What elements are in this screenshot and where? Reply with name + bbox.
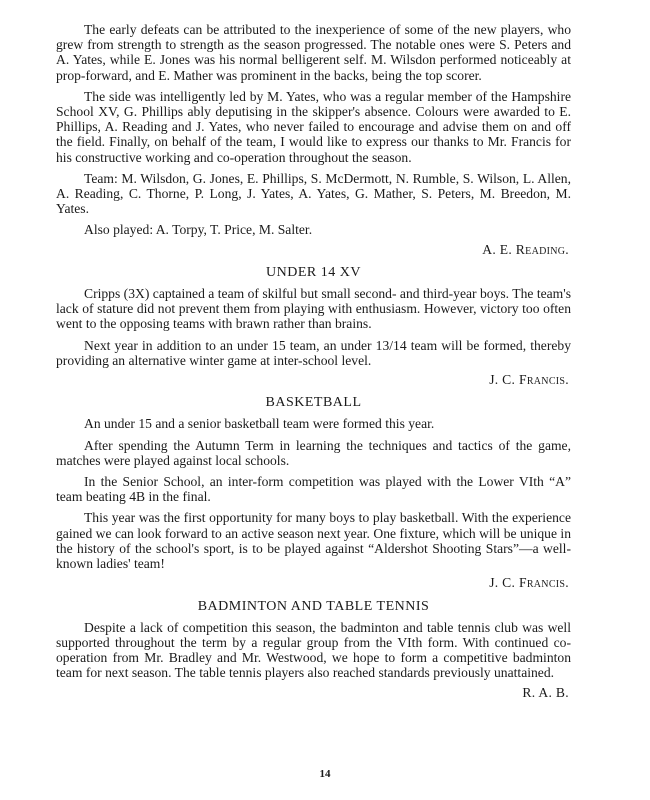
- heading-badminton: BADMINTON AND TABLE TENNIS: [197, 598, 430, 614]
- signature-basketball: [56, 575, 571, 590]
- signature-surname: Reading.: [515, 241, 569, 257]
- heading-under-14: UNDER 14 XV: [266, 264, 361, 280]
- signature-initials: J. C.: [489, 372, 516, 388]
- signature-badminton: R. A. B.: [522, 684, 569, 700]
- signature-intro: [56, 242, 571, 257]
- intro-paragraph-2: The side was intelligently led by M. Yates, who was a regular member of the Hampshire School XV, G. Phillips ably deputising in the skipper's absence. Colours were awarded to E. Phillips, A. Reading and J. Yates, who never failed to encourage and advise them on and off the field. Finally, on behalf of the team, I would like to express our thanks to Mr. Francis for his constructive working and co-operation throughout the season.: [56, 88, 571, 165]
- signature-surname: Francis.: [518, 575, 569, 591]
- basketball-paragraph-2: After spending the Autumn Term in learning the techniques and tactics of the game, matches were played against local schools.: [56, 437, 571, 468]
- signature-initials: A. E.: [482, 241, 513, 257]
- basketball-paragraph-1: An under 15 and a senior basketball team were formed this year.: [84, 416, 435, 432]
- basketball-paragraph-4: This year was the first opportunity for many boys to play basketball. With the experience gained we can look forward to an active season next year. One fixture, which will be unique in the history of the school's sport, is to be played against “Aldershot Shooting Stars”—a well-known ladies' team!: [56, 510, 571, 572]
- under14-paragraph-1: Cripps (3X) captained a team of skilful but small second- and third-year boys. The team's lack of stature did not prevent them from playing with enthusiasm. However, victory too often went to the opposing teams with brawn rather than brains.: [56, 286, 571, 332]
- badminton-paragraph-1: Despite a lack of competition this season, the badminton and table tennis club was well supported throughout the term by a regular group from the VIth form. With continued co-operation from Mr. Bradley and Mr. Westwood, we hope to form a competitive badminton team for next season. The table tennis players also reached standards previously unattained.: [56, 619, 571, 681]
- signature-initials: J. C.: [489, 575, 516, 591]
- page-content: [56, 22, 571, 700]
- intro-paragraph-1: The early defeats can be attributed to the inexperience of some of the new players, who grew from strength to strength as the season progressed. The notable ones were S. Peters and A. Yates, while E. Jones was his normal belligerent self. M. Wilsdon performed noticeably at prop-forward, and E. Mather was prominent in the backs, being the top scorer.: [56, 22, 571, 83]
- signature-under14: [56, 372, 571, 387]
- under14-paragraph-2: Next year in addition to an under 15 team, an under 13/14 team will be formed, thereby providing an alternative winter game at inter-school level.: [56, 337, 571, 368]
- team-list: Team: M. Wilsdon, G. Jones, E. Phillips, S. McDermott, N. Rumble, S. Wilson, L. Allen, A. Reading, C. Thorne, P. Long, J. Yates, A. Yates, G. Mather, S. Peters, M. Breedon, M. Yates.: [56, 170, 571, 217]
- heading-basketball: BASKETBALL: [265, 395, 362, 411]
- also-played: Also played: A. Torpy, T. Price, M. Salter.: [84, 222, 313, 238]
- signature-surname: Francis.: [518, 372, 569, 388]
- basketball-paragraph-3: In the Senior School, an inter-form competition was played with the Lower VIth “A” team beating 4B in the final.: [56, 474, 571, 505]
- page-number: 14: [319, 768, 331, 780]
